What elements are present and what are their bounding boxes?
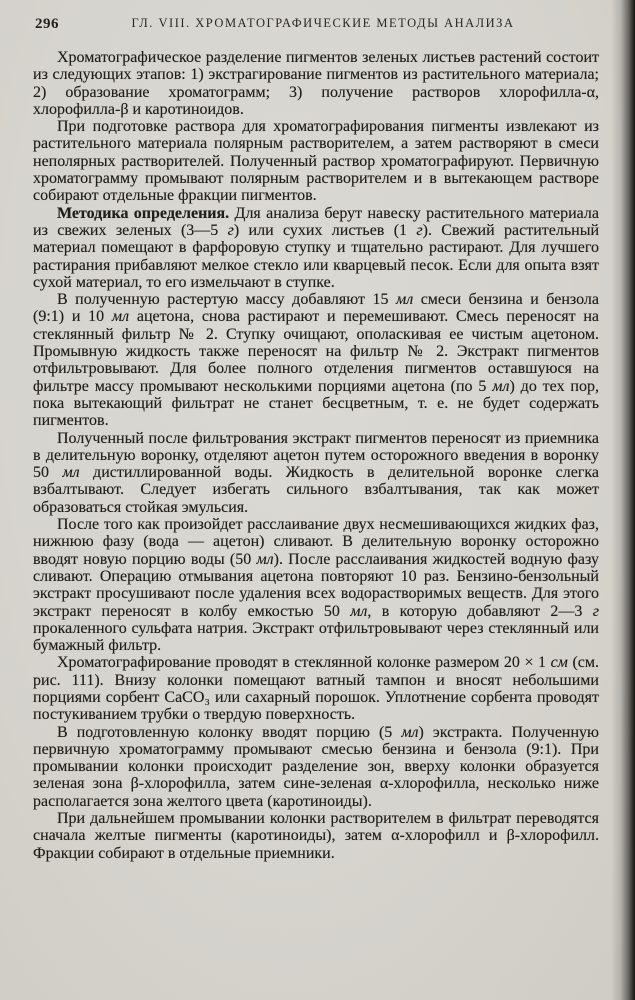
text-segment: см (550, 654, 568, 672)
text-segment: , в которую добавляют 2—3 (367, 602, 593, 620)
paragraph (33, 810, 599, 862)
paragraph (33, 49, 599, 118)
text-segment: мл (396, 291, 414, 309)
text-segment: ) до тех пор, пока вытекающий фильтрат не станет бесцветным, т. е. не будет содержать пигментов. (33, 377, 599, 430)
text-segment: мл (350, 602, 368, 620)
text-segment: (см. рис. 111). Внизу колонки помещают ватный тампон и вносят небольшими порциями сорбент CaCO₃ или сахарный порошок. Уплотнение сорбента проводят постукиванием трубки о твердую поверхность. (33, 654, 599, 724)
text-segment: ) или сухих листьев (1 (233, 221, 417, 239)
text-segment: В подготовленную колонку вводят порцию (5 (57, 723, 402, 741)
text-segment: При подготовке раствора для хроматографирования пигменты извлекают из растительного материала полярным растворителем, а затем растворяют в смеси неполярных растворителей. Полученный раствор хроматографируют. Первичную хроматограмму промывают полярным растворителем и в вытекающем растворе собирают отдельные фракции пигментов. (33, 118, 599, 205)
running-header: ГЛ. VIII. ХРОМАТОГРАФИЧЕСКИЕ МЕТОДЫ АНАЛИЗА (131, 16, 515, 30)
text-segment: Методика определения. (57, 204, 230, 222)
text-segment: г (592, 602, 599, 620)
text-segment: Хроматографирование проводят в стеклянной колонке размером 20 × 1 (57, 654, 551, 672)
text-segment: г (416, 221, 423, 239)
text-segment: мл (256, 550, 274, 568)
paragraph (33, 205, 599, 291)
text-segment: ). Свежий растительный материал помещают в фарфоровую ступку и тщательно растирают. Для лучшего растирания прибавляют мелкое стекло или кварцевый песок. Если для опыта взят сухой материал, то его измельчают в ступке. (33, 221, 600, 291)
paragraph (33, 516, 599, 654)
text-segment: ацетона, снова растирают и перемешивают. Смесь переносят на стеклянный фильтр № 2. Ступку очищают, ополаскивая ее чистым ацетоном. Промывную жидкость также переносят на фильтр № 2. Экстракт пигментов отфильтровывают. Для более полного отделения пигментов оставшуюся на фильтре массу промывают несколькими порциями ацетона (по 5 (33, 308, 599, 395)
text-segment: В полученную растертую массу добавляют 15 (57, 291, 396, 309)
paragraph (33, 291, 599, 429)
text-segment: ) экстракта. Полученную первичную хроматограмму промывают смесью бензина и бензола (9:1). При промывании колонки происходит разделение зон, вверху колонки образуется зеленая зона β-хлорофилла, затем сине-зеленая α-хлорофилла, несколько ниже располагается зона желтого цвета (каротиноиды). (33, 723, 599, 810)
paragraph (33, 654, 599, 723)
text-segment: г (227, 221, 234, 239)
paragraph (33, 118, 599, 204)
paragraph (33, 430, 599, 516)
text-segment: мл (401, 723, 419, 741)
scan-edge-shadow (611, 0, 635, 1000)
text-segment: дистиллированной воды. Жидкость в делительной воронке слегка взбалтывают. Следует избегать сильного взбалтывания, так как может образоваться стойкая эмульсия. (33, 464, 600, 516)
page-number: 296 (35, 16, 59, 32)
text-segment: смеси бензина и бензола (9:1) и 10 (33, 291, 599, 326)
paragraph (33, 724, 599, 810)
text-segment: Полученный после фильтрования экстракт пигментов переносят из приемника в делительную воронку, отделяют ацетон путем осторожного введения в воронку 50 (33, 429, 599, 482)
text-segment: Для анализа берут навеску растительного материала из свежих зеленых (3—5 (33, 204, 600, 239)
text-segment: мл (62, 464, 80, 482)
text-segment: ). После расслаивания жидкостей водную фазу сливают. Операцию отмывания ацетона повторяют 10 раз. Бензино-бензольный экстракт просушивают после удаления всех водорастворимых веществ. Для этого экстракт переносят в колбу емкостью 50 (33, 550, 599, 620)
page-header (33, 16, 599, 34)
text-segment: мл (111, 308, 130, 326)
text-segment: Хроматографическое разделение пигментов зеленых листьев растений состоит из следующих этапов: 1) экстрагирование пигментов из растительного материала; 2) образование хроматограмм; 3) получение растворов хлорофилла-α, хлорофилла-β и каротиноидов. (33, 49, 599, 118)
text-segment: прокаленного сульфата натрия. Экстракт отфильтровывают через стеклянный или бумажный фильтр. (33, 619, 599, 655)
text-segment: После того как произойдет расслаивание двух несмешивающихся жидких фаз, нижнюю фазу (вода — ацетон) сливают. В делительную воронку осторожно вводят новую порцию воды (50 (33, 516, 599, 568)
body-text (33, 49, 599, 862)
text-segment: При дальнейшем промывании колонки растворителем в фильтрат переводятся сначала желтые пигменты (каротиноиды), затем α-хлорофилл и β-хлорофилл. Фракции собирают в отдельные приемники. (33, 810, 599, 862)
text-segment: мл (492, 377, 510, 395)
